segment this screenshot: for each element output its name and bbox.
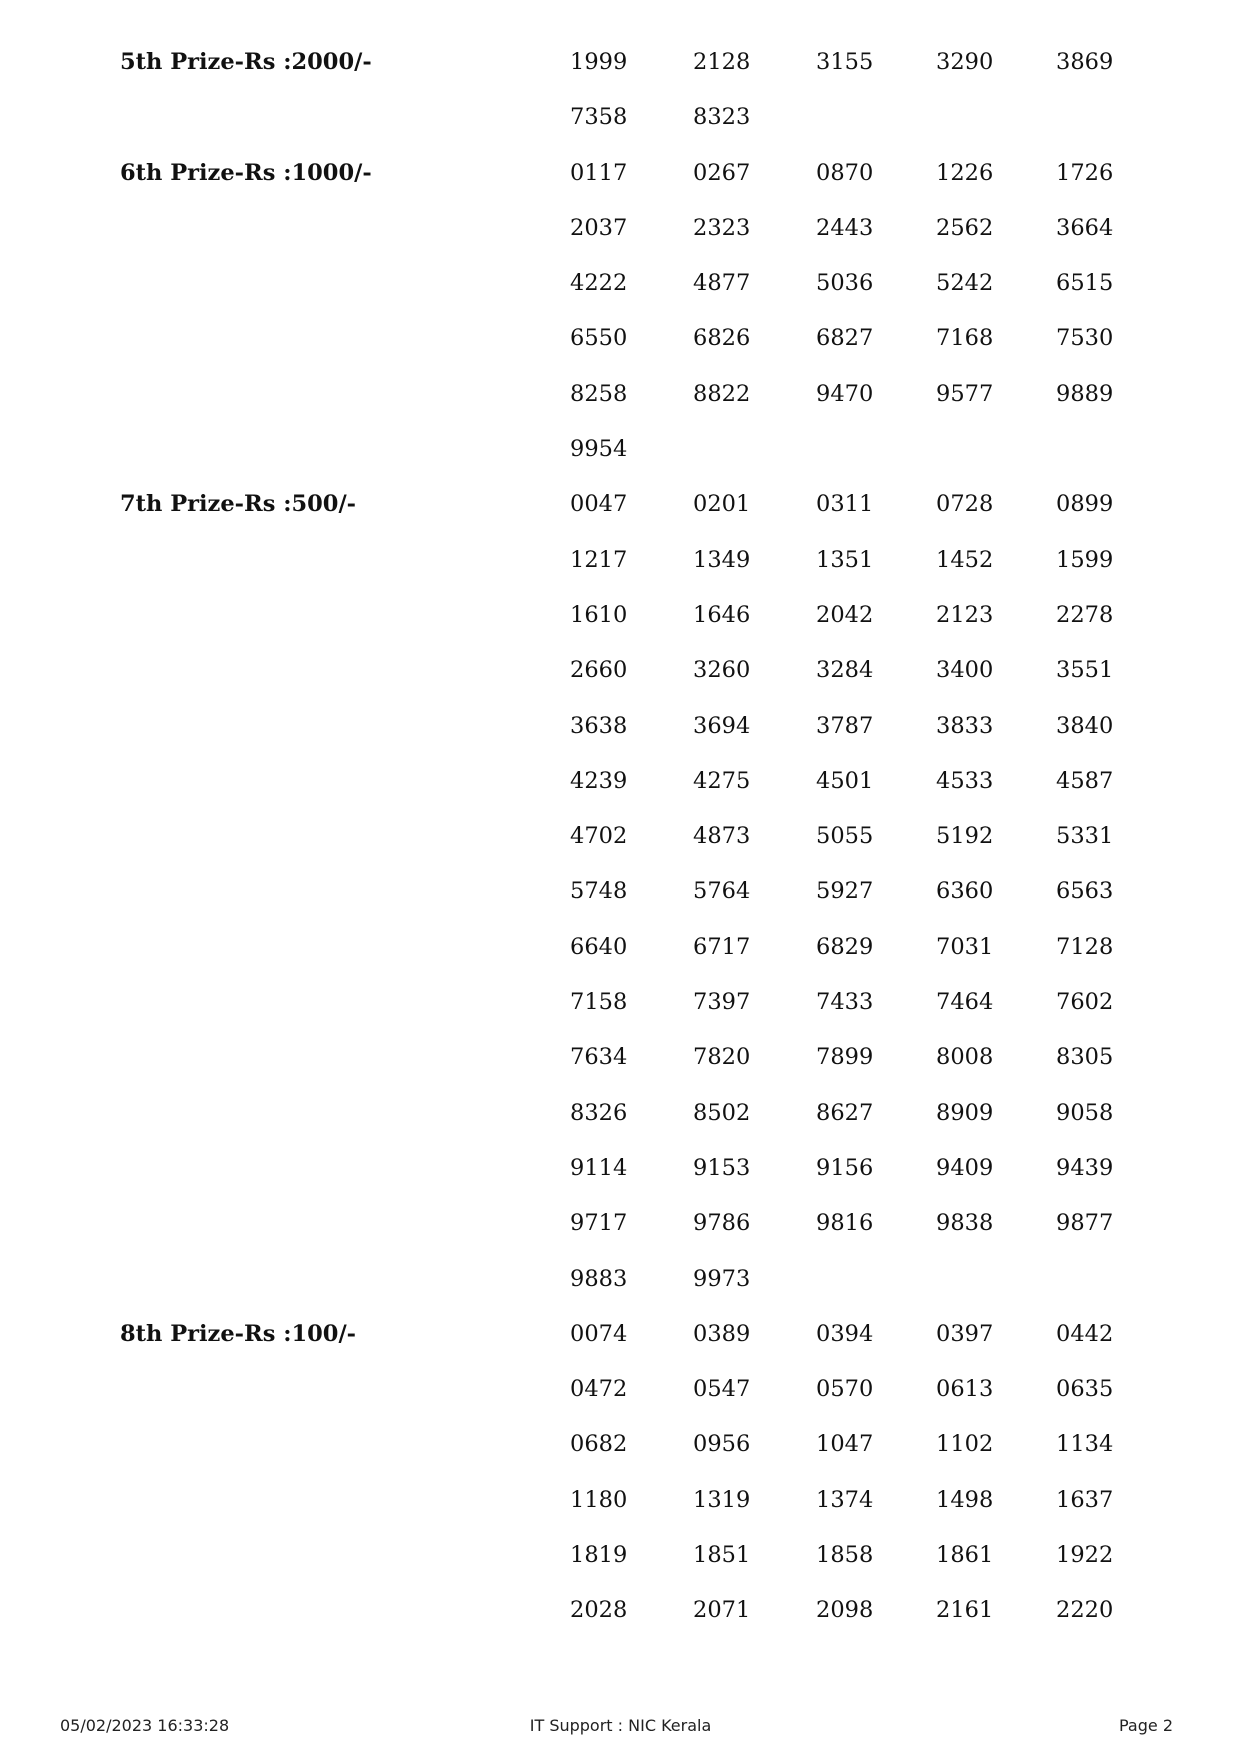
winning-number: 5764 (693, 878, 751, 905)
winning-number: 9889 (1056, 380, 1114, 407)
winning-number: 5055 (816, 823, 874, 850)
winning-number: 7634 (570, 1044, 628, 1071)
prize-number-row (0, 1196, 1241, 1251)
prize-number-row (0, 1252, 1241, 1307)
prize-number-row (0, 256, 1241, 311)
winning-number: 9816 (816, 1210, 874, 1237)
winning-number: 8326 (570, 1099, 628, 1126)
winning-number: 0899 (1056, 491, 1114, 518)
winning-number: 3840 (1056, 712, 1114, 739)
winning-number: 7358 (570, 104, 628, 131)
prize-number-row (0, 588, 1241, 643)
winning-number: 2042 (816, 601, 874, 628)
winning-number: 1180 (570, 1486, 628, 1513)
winning-number: 5748 (570, 878, 628, 905)
winning-number: 1102 (936, 1431, 994, 1458)
winning-number: 9877 (1056, 1210, 1114, 1237)
winning-number: 0397 (936, 1320, 994, 1347)
winning-number: 3551 (1056, 657, 1114, 684)
prize-number-row (0, 90, 1241, 145)
winning-number: 5242 (936, 270, 994, 297)
winning-number: 5331 (1056, 823, 1114, 850)
winning-number: 9883 (570, 1265, 628, 1292)
winning-number: 7464 (936, 989, 994, 1016)
winning-number: 6640 (570, 933, 628, 960)
winning-number: 5192 (936, 823, 994, 850)
winning-number: 9838 (936, 1210, 994, 1237)
winning-number: 7031 (936, 933, 994, 960)
winning-number: 0870 (816, 159, 874, 186)
winning-number: 3284 (816, 657, 874, 684)
winning-number: 7530 (1056, 325, 1114, 352)
winning-number: 9156 (816, 1154, 874, 1181)
winning-number: 1226 (936, 159, 994, 186)
winning-number: 1999 (570, 49, 628, 75)
winning-number: 9409 (936, 1154, 994, 1181)
winning-number: 9786 (693, 1210, 751, 1237)
prize-number-row (0, 422, 1241, 477)
winning-number: 1610 (570, 601, 628, 628)
winning-number: 1851 (693, 1542, 751, 1569)
prize-number-row (0, 699, 1241, 754)
winning-number: 8909 (936, 1099, 994, 1126)
winning-number: 2028 (570, 1597, 628, 1624)
winning-number: 1349 (693, 546, 751, 573)
prize-number-row (0, 864, 1241, 919)
winning-number: 1726 (1056, 159, 1114, 186)
winning-number: 9153 (693, 1154, 751, 1181)
winning-number: 1922 (1056, 1542, 1114, 1569)
prize-number-row (0, 809, 1241, 864)
prize-number-row (0, 1473, 1241, 1528)
winning-number: 7433 (816, 989, 874, 1016)
winning-number: 9058 (1056, 1099, 1114, 1126)
prize-table (0, 35, 1241, 1639)
winning-number: 6826 (693, 325, 751, 352)
winning-number: 0389 (693, 1320, 751, 1347)
winning-number: 6550 (570, 325, 628, 352)
prize-number-row (0, 1528, 1241, 1583)
winning-number: 9973 (693, 1265, 751, 1292)
winning-number: 0442 (1056, 1320, 1114, 1347)
prize-number-row (0, 1307, 1241, 1362)
winning-number: 3260 (693, 657, 751, 684)
winning-number: 3155 (816, 49, 874, 75)
winning-number: 0472 (570, 1376, 628, 1403)
winning-number: 8305 (1056, 1044, 1114, 1071)
winning-number: 9470 (816, 380, 874, 407)
winning-number: 9717 (570, 1210, 628, 1237)
winning-number: 0613 (936, 1376, 994, 1403)
winning-number: 7820 (693, 1044, 751, 1071)
winning-number: 4873 (693, 823, 751, 850)
winning-number: 3400 (936, 657, 994, 684)
winning-number: 4222 (570, 270, 628, 297)
winning-number: 0682 (570, 1431, 628, 1458)
prize-number-row (0, 201, 1241, 256)
winning-number: 7168 (936, 325, 994, 352)
winning-number: 2123 (936, 601, 994, 628)
winning-number: 0547 (693, 1376, 751, 1403)
winning-number: 4501 (816, 767, 874, 794)
prize-number-row (0, 533, 1241, 588)
winning-number: 0956 (693, 1431, 751, 1458)
winning-number: 6360 (936, 878, 994, 905)
prize-number-row (0, 1417, 1241, 1472)
prize-number-row (0, 1030, 1241, 1085)
winning-number: 2220 (1056, 1597, 1114, 1624)
winning-number: 2037 (570, 214, 628, 241)
prize-number-row (0, 920, 1241, 975)
winning-number: 2161 (936, 1597, 994, 1624)
winning-number: 9439 (1056, 1154, 1114, 1181)
winning-number: 6515 (1056, 270, 1114, 297)
winning-number: 1351 (816, 546, 874, 573)
winning-number: 7158 (570, 989, 628, 1016)
winning-number: 2278 (1056, 601, 1114, 628)
winning-number: 2128 (693, 49, 751, 75)
winning-number: 0201 (693, 491, 751, 518)
winning-number: 1217 (570, 546, 628, 573)
winning-number: 3638 (570, 712, 628, 739)
prize-number-row (0, 975, 1241, 1030)
winning-number: 1134 (1056, 1431, 1114, 1458)
winning-number: 2071 (693, 1597, 751, 1624)
print-timestamp: 05/02/2023 16:33:28 (60, 1716, 230, 1735)
prize-number-row (0, 477, 1241, 532)
prize-number-row (0, 367, 1241, 422)
prize-number-row (0, 146, 1241, 201)
winning-number: 2562 (936, 214, 994, 241)
winning-number: 4877 (693, 270, 751, 297)
prize-number-row (0, 35, 1241, 90)
winning-number: 7397 (693, 989, 751, 1016)
winning-number: 4533 (936, 767, 994, 794)
prize-number-row (0, 1362, 1241, 1417)
prize-number-row (0, 1583, 1241, 1638)
winning-number: 2323 (693, 214, 751, 241)
winning-number: 0394 (816, 1320, 874, 1347)
prize-label: 6th Prize-Rs :1000/- (120, 159, 372, 186)
winning-number: 7602 (1056, 989, 1114, 1016)
winning-number: 6717 (693, 933, 751, 960)
winning-number: 1637 (1056, 1486, 1114, 1513)
winning-number: 3787 (816, 712, 874, 739)
winning-number: 0267 (693, 159, 751, 186)
winning-number: 8323 (693, 104, 751, 131)
winning-number: 1498 (936, 1486, 994, 1513)
winning-number: 6563 (1056, 878, 1114, 905)
winning-number: 3290 (936, 49, 994, 75)
winning-number: 1858 (816, 1542, 874, 1569)
winning-number: 0728 (936, 491, 994, 518)
winning-number: 7899 (816, 1044, 874, 1071)
winning-number: 3664 (1056, 214, 1114, 241)
winning-number: 6827 (816, 325, 874, 352)
prize-number-row (0, 1141, 1241, 1196)
winning-number: 7128 (1056, 933, 1114, 960)
winning-number: 1819 (570, 1542, 628, 1569)
winning-number: 4587 (1056, 767, 1114, 794)
winning-number: 3694 (693, 712, 751, 739)
winning-number: 9954 (570, 436, 628, 463)
prize-label: 7th Prize-Rs :500/- (120, 491, 357, 518)
winning-number: 3869 (1056, 49, 1114, 75)
winning-number: 0570 (816, 1376, 874, 1403)
prize-label: 8th Prize-Rs :100/- (120, 1320, 357, 1347)
winning-number: 6829 (816, 933, 874, 960)
winning-number: 1374 (816, 1486, 874, 1513)
prize-number-row (0, 311, 1241, 366)
winning-number: 4702 (570, 823, 628, 850)
winning-number: 0117 (570, 159, 628, 186)
winning-number: 4239 (570, 767, 628, 794)
winning-number: 1319 (693, 1486, 751, 1513)
winning-number: 8258 (570, 380, 628, 407)
winning-number: 8008 (936, 1044, 994, 1071)
winning-number: 1452 (936, 546, 994, 573)
prize-number-row (0, 643, 1241, 698)
winning-number: 8822 (693, 380, 751, 407)
winning-number: 0047 (570, 491, 628, 518)
winning-number: 0311 (816, 491, 874, 518)
winning-number: 2443 (816, 214, 874, 241)
winning-number: 0074 (570, 1320, 628, 1347)
winning-number: 9114 (570, 1154, 628, 1181)
winning-number: 1861 (936, 1542, 994, 1569)
winning-number: 1047 (816, 1431, 874, 1458)
prize-label: 5th Prize-Rs :2000/- (120, 49, 372, 75)
winning-number: 0635 (1056, 1376, 1114, 1403)
winning-number: 8502 (693, 1099, 751, 1126)
it-support-note: IT Support : NIC Kerala (529, 1716, 712, 1735)
winning-number: 8627 (816, 1099, 874, 1126)
prize-number-row (0, 1086, 1241, 1141)
winning-number: 4275 (693, 767, 751, 794)
winning-number: 1646 (693, 601, 751, 628)
winning-number: 1599 (1056, 546, 1114, 573)
winning-number: 5036 (816, 270, 874, 297)
winning-number: 9577 (936, 380, 994, 407)
prize-number-row (0, 754, 1241, 809)
page-footer (0, 1716, 1241, 1740)
winning-number: 2660 (570, 657, 628, 684)
winning-number: 5927 (816, 878, 874, 905)
page-number: Page 2 (1119, 1716, 1173, 1735)
winning-number: 2098 (816, 1597, 874, 1624)
winning-number: 3833 (936, 712, 994, 739)
